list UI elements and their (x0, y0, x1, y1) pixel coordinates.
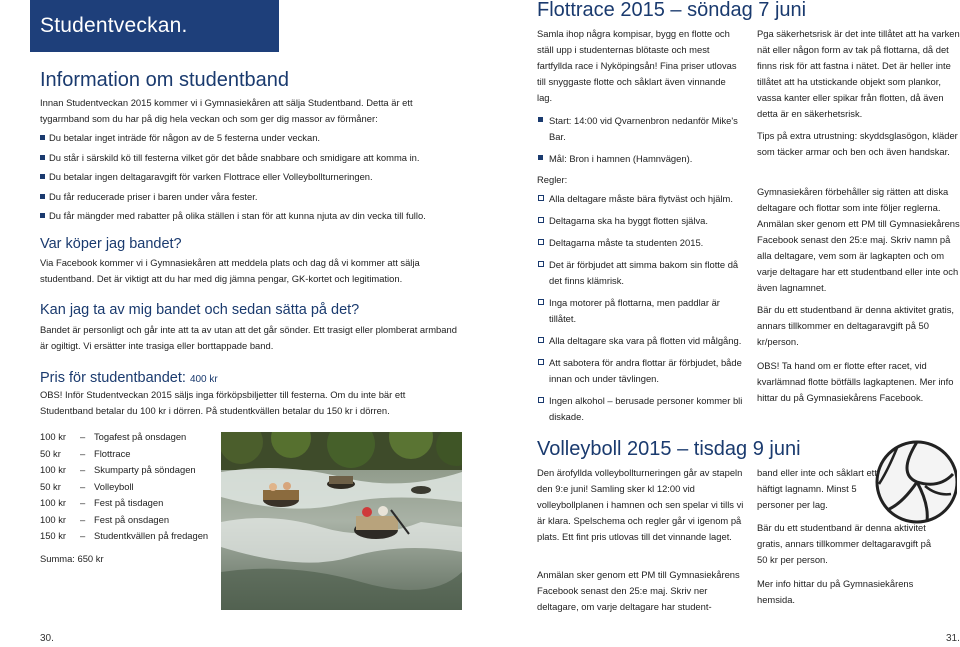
flottrace-heading: Flottrace 2015 – söndag 7 juni (537, 0, 807, 21)
price-item: Studentkvällen på fredagen (94, 530, 209, 541)
info-intro: Innan Studentveckan 2015 kommer vi i Gymnasiekåren att sälja Studentband. Detta är ett tygarmband som du har på dig hela veckan och som ger dig massor av förmåner: (40, 97, 413, 124)
section-banner (30, 0, 279, 52)
list-item: Det är förbjudet att simma bakom sin flotte då det finns klämrisk. (537, 257, 747, 289)
price-amount: 100 kr (40, 513, 67, 525)
price-amount: 150 kr (40, 530, 67, 541)
price-heading-label: Pris för studentbandet: (40, 370, 186, 386)
price-dash: – (80, 530, 86, 541)
price-item: Togafest på onsdagen (94, 431, 187, 442)
buy-heading: Var köper jag bandet? (40, 236, 182, 252)
price-row (40, 479, 208, 496)
price-dash: – (80, 447, 86, 459)
list-item: Du får mängder med rabatter på olika ställen i stan för att kunna njuta av din vecka till fullo. (40, 208, 426, 228)
price-dash: – (80, 513, 86, 525)
rules-list (537, 191, 747, 431)
page-number: 31. (946, 633, 960, 644)
price-text: OBS! Inför Studentveckan 2015 säljs inga förköpsbiljetter till festerna. Om du inte bär ett Studentband betalar du 100 kr i dörren. På studentkvällen betalar du 150 kr i dörren. (40, 389, 406, 416)
volleyball-heading: Volleyboll 2015 – tisdag 9 juni (537, 438, 801, 460)
list-item: Alla deltagare ska vara på flotten vid målgång. (537, 333, 747, 349)
price-amount: 50 kr (40, 447, 61, 459)
price-item: Volleyboll (94, 480, 134, 492)
volleyball-team-info: band eller inte och såklart ett häftigt lagnamn. Minst 5 personer per lag. (757, 467, 877, 510)
banner-title: Studentveckan. (40, 14, 188, 37)
price-row (40, 512, 208, 529)
flottrace-registration: Gymnasiekåren förbehåller sig rätten att diska deltagare och flottar som inte följer reglerna. Anmälan sker genom ett PM till Gymnasiekårens Facebook senast den 25:e maj. Skriv namn på alla deltagare, vem som är lagkapten och om varje deltagare har ett studentband eller inte och även lagnamnet. (757, 186, 960, 293)
volleyball-registration: Anmälan sker genom ett PM till Gymnasiekårens Facebook senast den 25:e maj. Skriv ner deltagare, om varje deltagare har student- (537, 569, 740, 612)
raft-race-photo (221, 432, 462, 610)
list-item: Du betalar inget inträde för någon av de 5 festerna under veckan. (40, 130, 426, 150)
price-amount: 100 kr (40, 464, 67, 475)
flottrace-tips: Tips på extra utrustning: skyddsglasögon, kläder som täcker armar och ben och även handskar. (757, 130, 958, 157)
benefits-list (40, 130, 426, 228)
flottrace-intro: Samla ihop några kompisar, bygg en flotte och ställ upp i studenternas blötaste och mest fartfyllda race i Nyköpingsån! Fina priser utlovas till snyggaste flotte och såklart även vinnande lag. (537, 28, 737, 103)
price-amount: 100 kr (40, 497, 67, 508)
list-item: Du betalar ingen deltagaravgift för varken Flottrace eller Volleybollturneringen. (40, 169, 426, 189)
volleyball-more-info: Mer info hittar du på Gymnasiekårens hemsida. (757, 578, 914, 605)
price-item: Fest på tisdagen (94, 497, 164, 508)
price-row (40, 528, 208, 545)
price-row (40, 446, 208, 463)
removal-text: Bandet är personligt och går inte att ta av utan att det går sönder. Ett trasigt eller plomberat armband är ogiltigt. Vi ersätter inte trasiga eller borttappade band. (40, 324, 457, 351)
price-item: Fest på onsdagen (94, 513, 170, 525)
list-item: Inga motorer på flottarna, men paddlar är tillåtet. (537, 295, 747, 327)
removal-heading: Kan jag ta av mig bandet och sedan sätta på det? (40, 302, 360, 318)
price-sum: Summa: 650 kr (40, 553, 104, 564)
flottrace-safety: Pga säkerhetsrisk är det inte tillåtet att ha varken nät eller någon form av tak på flottarna, då det finns risk för att fastna i nätet. Det är heller inte tillåtet att ha utstickande objekt som plankor, vassa kanter eller spikar från flotten, då även detta är en säkerhetsrisk. (757, 28, 960, 119)
price-amount: 50 kr (40, 480, 61, 492)
price-row (40, 462, 208, 479)
list-item: Deltagarna måste ta studenten 2015. (537, 235, 747, 251)
list-item: Start: 14:00 vid Qvarnenbron nedanför Mike's Bar. (537, 113, 742, 145)
info-heading: Information om studentband (40, 69, 290, 91)
price-dash: – (80, 480, 86, 492)
price-dash: – (80, 497, 86, 508)
flottrace-fee: Bär du ett studentband är denna aktivitet gratis, annars tillkommer en deltagaravgift på 50 kr/person. (757, 304, 954, 347)
list-item: Deltagarna ska ha byggt flotten själva. (537, 213, 747, 229)
price-heading (40, 370, 218, 386)
volleyball-icon (867, 434, 957, 524)
page-number: 30. (40, 633, 54, 644)
volleyball-fee: Bär du ett studentband är denna aktivitet gratis, annars tillkommer deltagaravgift på 50 kr per person. (757, 522, 932, 565)
price-list (40, 429, 208, 545)
price-heading-value: 400 kr (189, 374, 218, 385)
flottrace-notice: OBS! Ta hand om er flotte efter racet, vid kvarlämnad flotte bötfälls lagkaptenen. Mer info hittar du på Gymnasiekårens Facebook. (757, 360, 954, 403)
list-item: Ingen alkohol – berusade personer kommer bli diskade. (537, 393, 747, 425)
volleyball-intro: Den ärofyllda volleybollturneringen går av stapeln den 9:e juni! Samling sker kl 12:00 vid volleybollplanen i hamnen och sen spelar vi tills vi är klara. Spelschema och regler går vi igenom på plats. Ett fint pris utlovas till det vinnande laget. (537, 467, 744, 542)
rules-label: Regler: (537, 174, 568, 185)
list-item: Du får reducerade priser i baren under våra fester. (40, 189, 426, 209)
list-item: Du står i särskild kö till festerna vilket gör det både snabbare och smidigare att komma in. (40, 150, 426, 170)
buy-text: Via Facebook kommer vi i Gymnasiekåren att meddela plats och dag då vi kommer att sälja studentband. Det är viktigt att du har med dig jämna pengar, GK-kortet och legitimation. (40, 257, 420, 284)
flottrace-info-list (537, 113, 742, 173)
price-item: Flottrace (94, 447, 131, 459)
price-item: Skumparty på söndagen (94, 464, 196, 475)
price-dash: – (80, 464, 86, 475)
price-row (40, 495, 208, 512)
list-item: Mål: Bron i hamnen (Hamnvägen). (537, 151, 742, 167)
price-row (40, 429, 208, 446)
price-amount: 100 kr (40, 431, 67, 442)
price-dash: – (80, 431, 86, 442)
list-item: Alla deltagare måste bära flytväst och hjälm. (537, 191, 747, 207)
right-page (480, 0, 960, 647)
list-item: Att sabotera för andra flottar är förbjudet, både innan och under tävlingen. (537, 355, 747, 387)
